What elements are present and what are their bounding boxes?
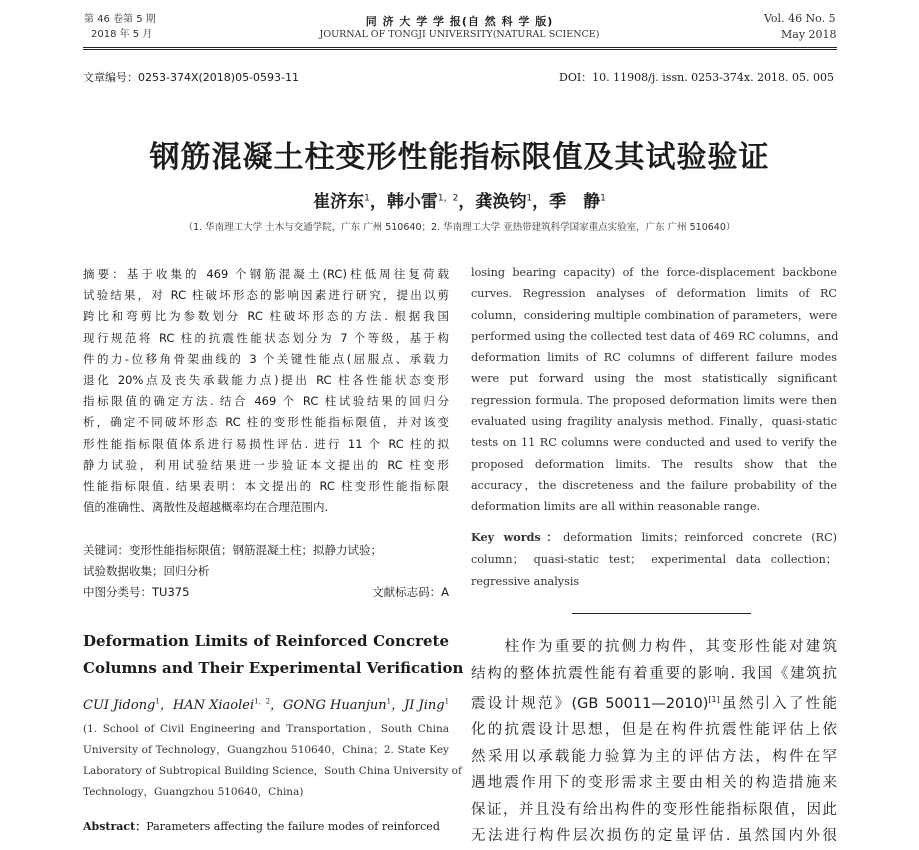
abstract-en-first-line: Parameters affecting the failure modes of reinforced [146, 820, 440, 833]
abstract-cn-line: 退化 20%点及丧失承载能力点)提出 RC 柱各性能状态变形 [83, 373, 449, 388]
abstract-en-line: column，considering multiple combination of parameters，were [471, 308, 838, 322]
abstract-en-line: deformation limits are all within reasonable range. [471, 500, 761, 514]
abstract-en-line: losing bearing capacity) of the force-displacement backbone [471, 266, 837, 279]
body-cn-line: 化的抗震设计思想，但是在构件抗震性能评估上依 [471, 722, 837, 739]
journal-name-cn: 同 济 大 学 学 报(自 然 科 学 版) [365, 15, 554, 28]
paper-title-en [83, 628, 464, 682]
affiliation-en-line: (1. School of Civil Engineering and Transportation，South China [83, 723, 449, 735]
author-en-affiliation-mark: 1 [155, 697, 160, 706]
abstract-cn-line: 形性能指标限值体系进行易损性评估. 进行 11 个 RC 柱的拟 [83, 436, 449, 451]
keywords-cn-line: 试验数据收集；回归分析 [83, 563, 210, 578]
keywords-en-line: column； quasi-static test； experimental data collection； [471, 552, 837, 566]
author-affiliation-mark: 1 [600, 193, 606, 204]
abstract-cn-line: 值的准确性、离散性及超越概率均在合理范围内. [83, 500, 329, 515]
header-rule-top [83, 47, 837, 48]
abstract-cn-line: 指标限值的确定方法. 结合 469 个 RC 柱试验结果的回归分 [83, 394, 449, 409]
author-en-affiliation-mark: 1 [386, 697, 392, 706]
abstract-cn-line: 现行规范将 RC 柱的抗震性能状态划分为 7 个等级，基于构 [83, 330, 449, 345]
affiliation-en-line: Laboratory of Subtropical Building Science，South China University of [83, 765, 462, 777]
keywords-en [471, 527, 837, 592]
keywords-cn-line: 关键词：变形性能指标限值；钢筋混凝土柱；拟静力试验； [83, 543, 382, 557]
author-en-name: GONG Huanjun [283, 698, 387, 713]
author-en-separator: ， [159, 698, 173, 713]
author-affiliation-mark: 1 [364, 193, 370, 204]
abstract-cn-line: 析，确定不同破坏形态 RC 柱的变形性能指标限值，并对该变 [83, 415, 449, 430]
author-separator: ， [458, 192, 476, 212]
body-cn-line: 无法进行构件层次损伤的定量评估. 虽然国内外很 [471, 828, 837, 845]
date-en: May 2018 [781, 28, 837, 41]
article-number: 文章编号：0253-374X(2018)05-0593-11 [83, 71, 299, 84]
document-code: 文献标志码：A [372, 585, 449, 599]
author-affiliation-mark: 1，2 [437, 193, 459, 204]
body-cn-line: 遇地震作用下的变形需求主要由相关的构造措施来 [471, 775, 837, 792]
author-en-affiliation-mark: 1 [444, 697, 450, 706]
author-name: 季 静 [549, 192, 601, 212]
classification-row [83, 584, 449, 600]
author-en-name: CUI Jidong [83, 698, 156, 713]
abstract-cn-line: 摘要：基于收集的 469 个钢筋混凝土(RC)柱低周往复荷载 [83, 267, 449, 281]
abstract-cn-line: 件的力-位移角骨架曲线的 3 个关键性能点(屈服点、承载力 [83, 351, 449, 366]
keywords-cn [83, 540, 449, 581]
abstract-en-line: curves. Regression analyses of deformation limits of RC [471, 287, 837, 301]
author-name: 崔济东 [313, 192, 365, 212]
body-cn-line: 保证，并且没有给出构件的变形性能指标限值，因此 [471, 801, 837, 818]
body-cn-line: 然采用以承载能力验算为主的评估方法，构件在罕 [471, 748, 837, 765]
abstract-cn-line: 性能指标限值. 结果表明：本文提出的 RC 柱变形性能指标限 [83, 479, 449, 494]
abstract-en-line: regression formula. The proposed deformation limits were then [471, 393, 837, 407]
abstract-cn [83, 264, 449, 518]
abstract-cn-line: 跨比和弯剪比为参数划分 RC 柱破坏形态的方法. 根据我国 [83, 309, 449, 324]
affiliation-en-line: University of Technology，Guangzhou 510640，China；2. State Key [83, 744, 449, 756]
body-text-cn [471, 634, 837, 850]
paper-title: 钢筋混凝土柱变形性能指标限值及其试验验证 [149, 140, 770, 175]
author-separator: ， [369, 192, 387, 212]
journal-name-en: JOURNAL OF TONGJI UNIVERSITY(NATURAL SCIENCE) [319, 29, 600, 40]
doi: DOI：10. 11908/j. issn. 0253-374x. 2018. 05. 005 [559, 71, 835, 84]
author-en-name: HAN Xiaolei [172, 698, 255, 713]
title-en-line: Columns and Their Experimental Verification [83, 659, 464, 677]
clc-number: 中图分类号：TU375 [83, 585, 190, 599]
abstract-cn-line: 试验结果，对 RC 柱破坏形态的影响因素进行研究，提出以剪 [83, 288, 449, 303]
keywords-en-label: Key words： [471, 530, 564, 544]
abstract-en-start [83, 818, 440, 834]
author-separator: ， [532, 192, 550, 212]
footnote-separator [572, 613, 751, 614]
abstract-en-line: tests on 11 RC columns were conducted and used to verify the [471, 436, 837, 450]
affiliation-en-line: Technology，Guangzhou 510640，China) [83, 786, 304, 798]
body-cn-line: 结构的整体抗震性能有着重要的影响. 我国《建筑抗 [471, 665, 837, 682]
title-en-line: Deformation Limits of Reinforced Concrete [83, 632, 449, 650]
abstract-en-line: performed using the collected test data of 469 RC columns，and [471, 329, 839, 343]
abstract-en [471, 262, 837, 518]
affiliation-cn: （1. 华南理工大学 土木与交通学院，广东 广州 510640；2. 华南理工大学 亚热带建筑科学国家重点实验室，广东 广州 510640） [183, 222, 736, 233]
abstract-en-line: were put forward using the most statistically significant [471, 372, 837, 386]
author-en-name: JI Jing [404, 698, 445, 713]
affiliation-en [83, 719, 462, 803]
body-cn-line: 柱作为重要的抗侧力构件，其变形性能对建筑 [471, 639, 837, 655]
volume-issue-cn: 第 46 卷第 5 期 [84, 14, 156, 25]
abstract-cn-line: 静力试验，利用试验结果进一步验证本文提出的 RC 柱变形 [83, 457, 449, 472]
keywords-en-line: regressive analysis [471, 574, 580, 588]
body-cn-line: 震设计规范》(GB 50011—2010)[1]虽然引入了性能 [471, 695, 838, 712]
keywords-en-line: Key words：deformation limits；reinforced concrete (RC) [471, 530, 837, 544]
author-affiliation-mark: 1 [526, 193, 533, 204]
volume-issue-en: Vol. 46 No. 5 [764, 12, 836, 25]
header-rule-bottom [83, 49, 837, 50]
author-name: 龚涣钧 [475, 192, 527, 212]
author-en-affiliation-mark: 1，2 [254, 697, 271, 706]
abstract-en-line: accuracy，the discreteness and the failure probability of the [471, 478, 837, 492]
date-cn: 2018 年 5 月 [91, 29, 153, 40]
author-en-separator: ， [391, 698, 405, 713]
citation-ref[interactable]: [1] [708, 695, 720, 704]
abstract-en-label: Abstract： [83, 820, 147, 833]
abstract-en-line: evaluated using fragility analysis method. Finally，quasi-static [471, 415, 837, 429]
abstract-en-line: deformation limits of RC columns of different failure modes [471, 351, 837, 365]
abstract-en-line: proposed deformation limits. The results show that the [471, 457, 837, 471]
authors-en [83, 694, 449, 713]
author-en-separator: ， [270, 698, 284, 713]
authors-cn [0, 187, 919, 212]
author-name: 韩小雷 [386, 192, 438, 212]
